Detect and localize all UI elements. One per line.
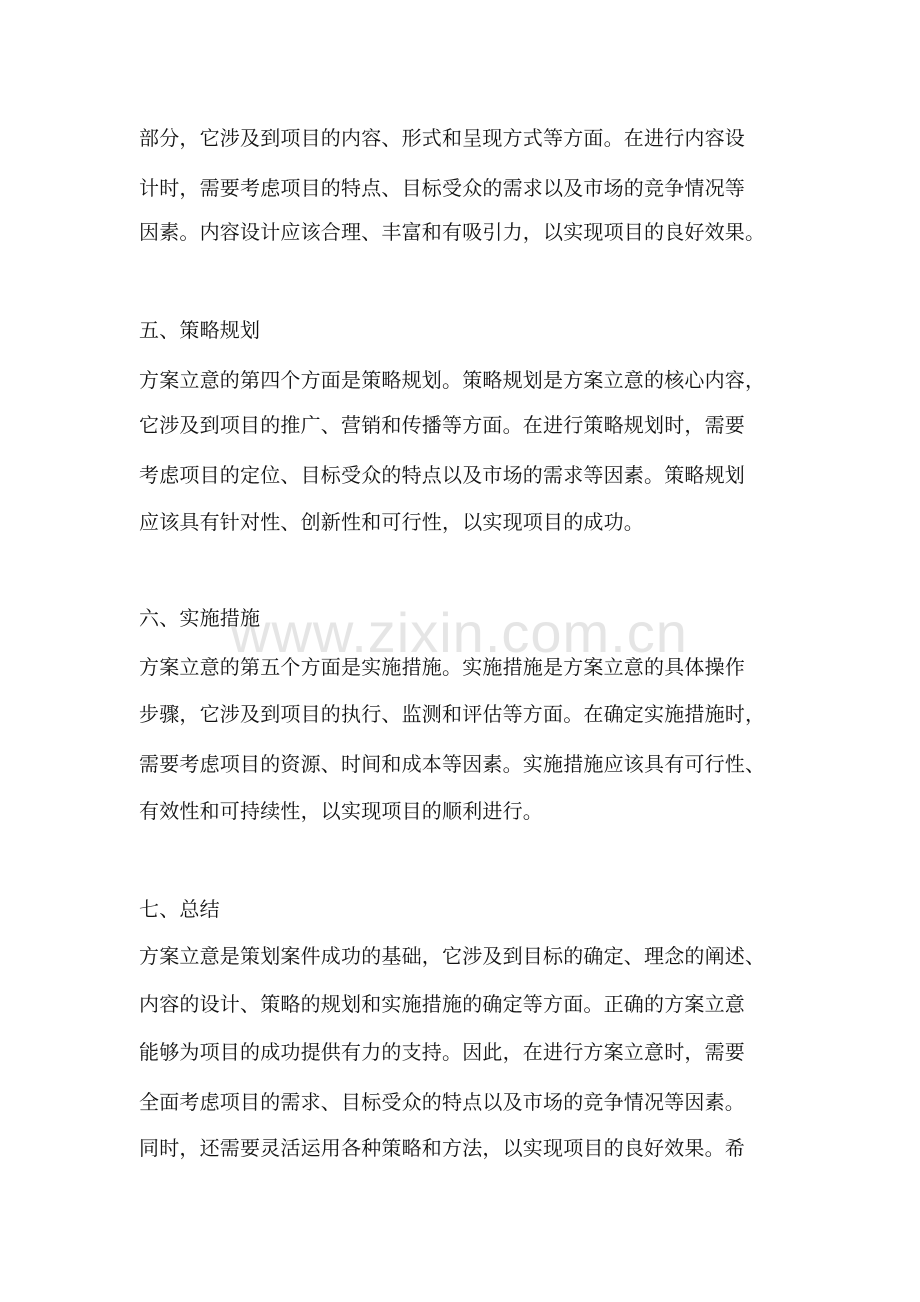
- paragraph-line: 步骤，它涉及到项目的执行、监测和评估等方面。在确定实施措施时，: [139, 702, 766, 726]
- paragraph-line: 需要考虑项目的资源、时间和成本等因素。实施措施应该具有可行性、: [139, 752, 766, 776]
- section-heading: 六、实施措施: [139, 606, 261, 630]
- paragraph-line: 部分，它涉及到项目的内容、形式和呈现方式等方面。在进行内容设: [139, 126, 745, 150]
- paragraph-line: 全面考虑项目的需求、目标受众的特点以及市场的竞争情况等因素。: [139, 1090, 745, 1114]
- paragraph-line: 有效性和可持续性，以实现项目的顺利进行。: [139, 799, 543, 823]
- paragraph-line: 方案立意的第四个方面是策略规划。策略规划是方案立意的核心内容，: [139, 368, 766, 392]
- section-heading: 五、策略规划: [139, 318, 261, 342]
- paragraph-line: 方案立意是策划案件成功的基础，它涉及到目标的确定、理念的阐述、: [139, 944, 766, 968]
- watermark: www.zixin.com.cn: [230, 601, 688, 664]
- paragraph-line: 内容的设计、策略的规划和实施措施的确定等方面。正确的方案立意: [139, 992, 745, 1016]
- paragraph-line: 它涉及到项目的推广、营销和传播等方面。在进行策略规划时，需要: [139, 413, 745, 437]
- section-heading: 七、总结: [139, 897, 220, 921]
- paragraph-line: 能够为项目的成功提供有力的支持。因此，在进行方案立意时，需要: [139, 1040, 745, 1064]
- paragraph-line: 考虑项目的定位、目标受众的特点以及市场的需求等因素。策略规划: [139, 463, 745, 487]
- paragraph-line: 同时，还需要灵活运用各种策略和方法，以实现项目的良好效果。希: [139, 1136, 745, 1160]
- paragraph-line: 应该具有针对性、创新性和可行性，以实现项目的成功。: [139, 510, 644, 534]
- paragraph-line: 因素。内容设计应该合理、丰富和有吸引力，以实现项目的良好效果。: [139, 220, 766, 244]
- paragraph-line: 方案立意的第五个方面是实施措施。实施措施是方案立意的具体操作: [139, 655, 745, 679]
- paragraph-line: 计时，需要考虑项目的特点、目标受众的需求以及市场的竞争情况等: [139, 176, 745, 200]
